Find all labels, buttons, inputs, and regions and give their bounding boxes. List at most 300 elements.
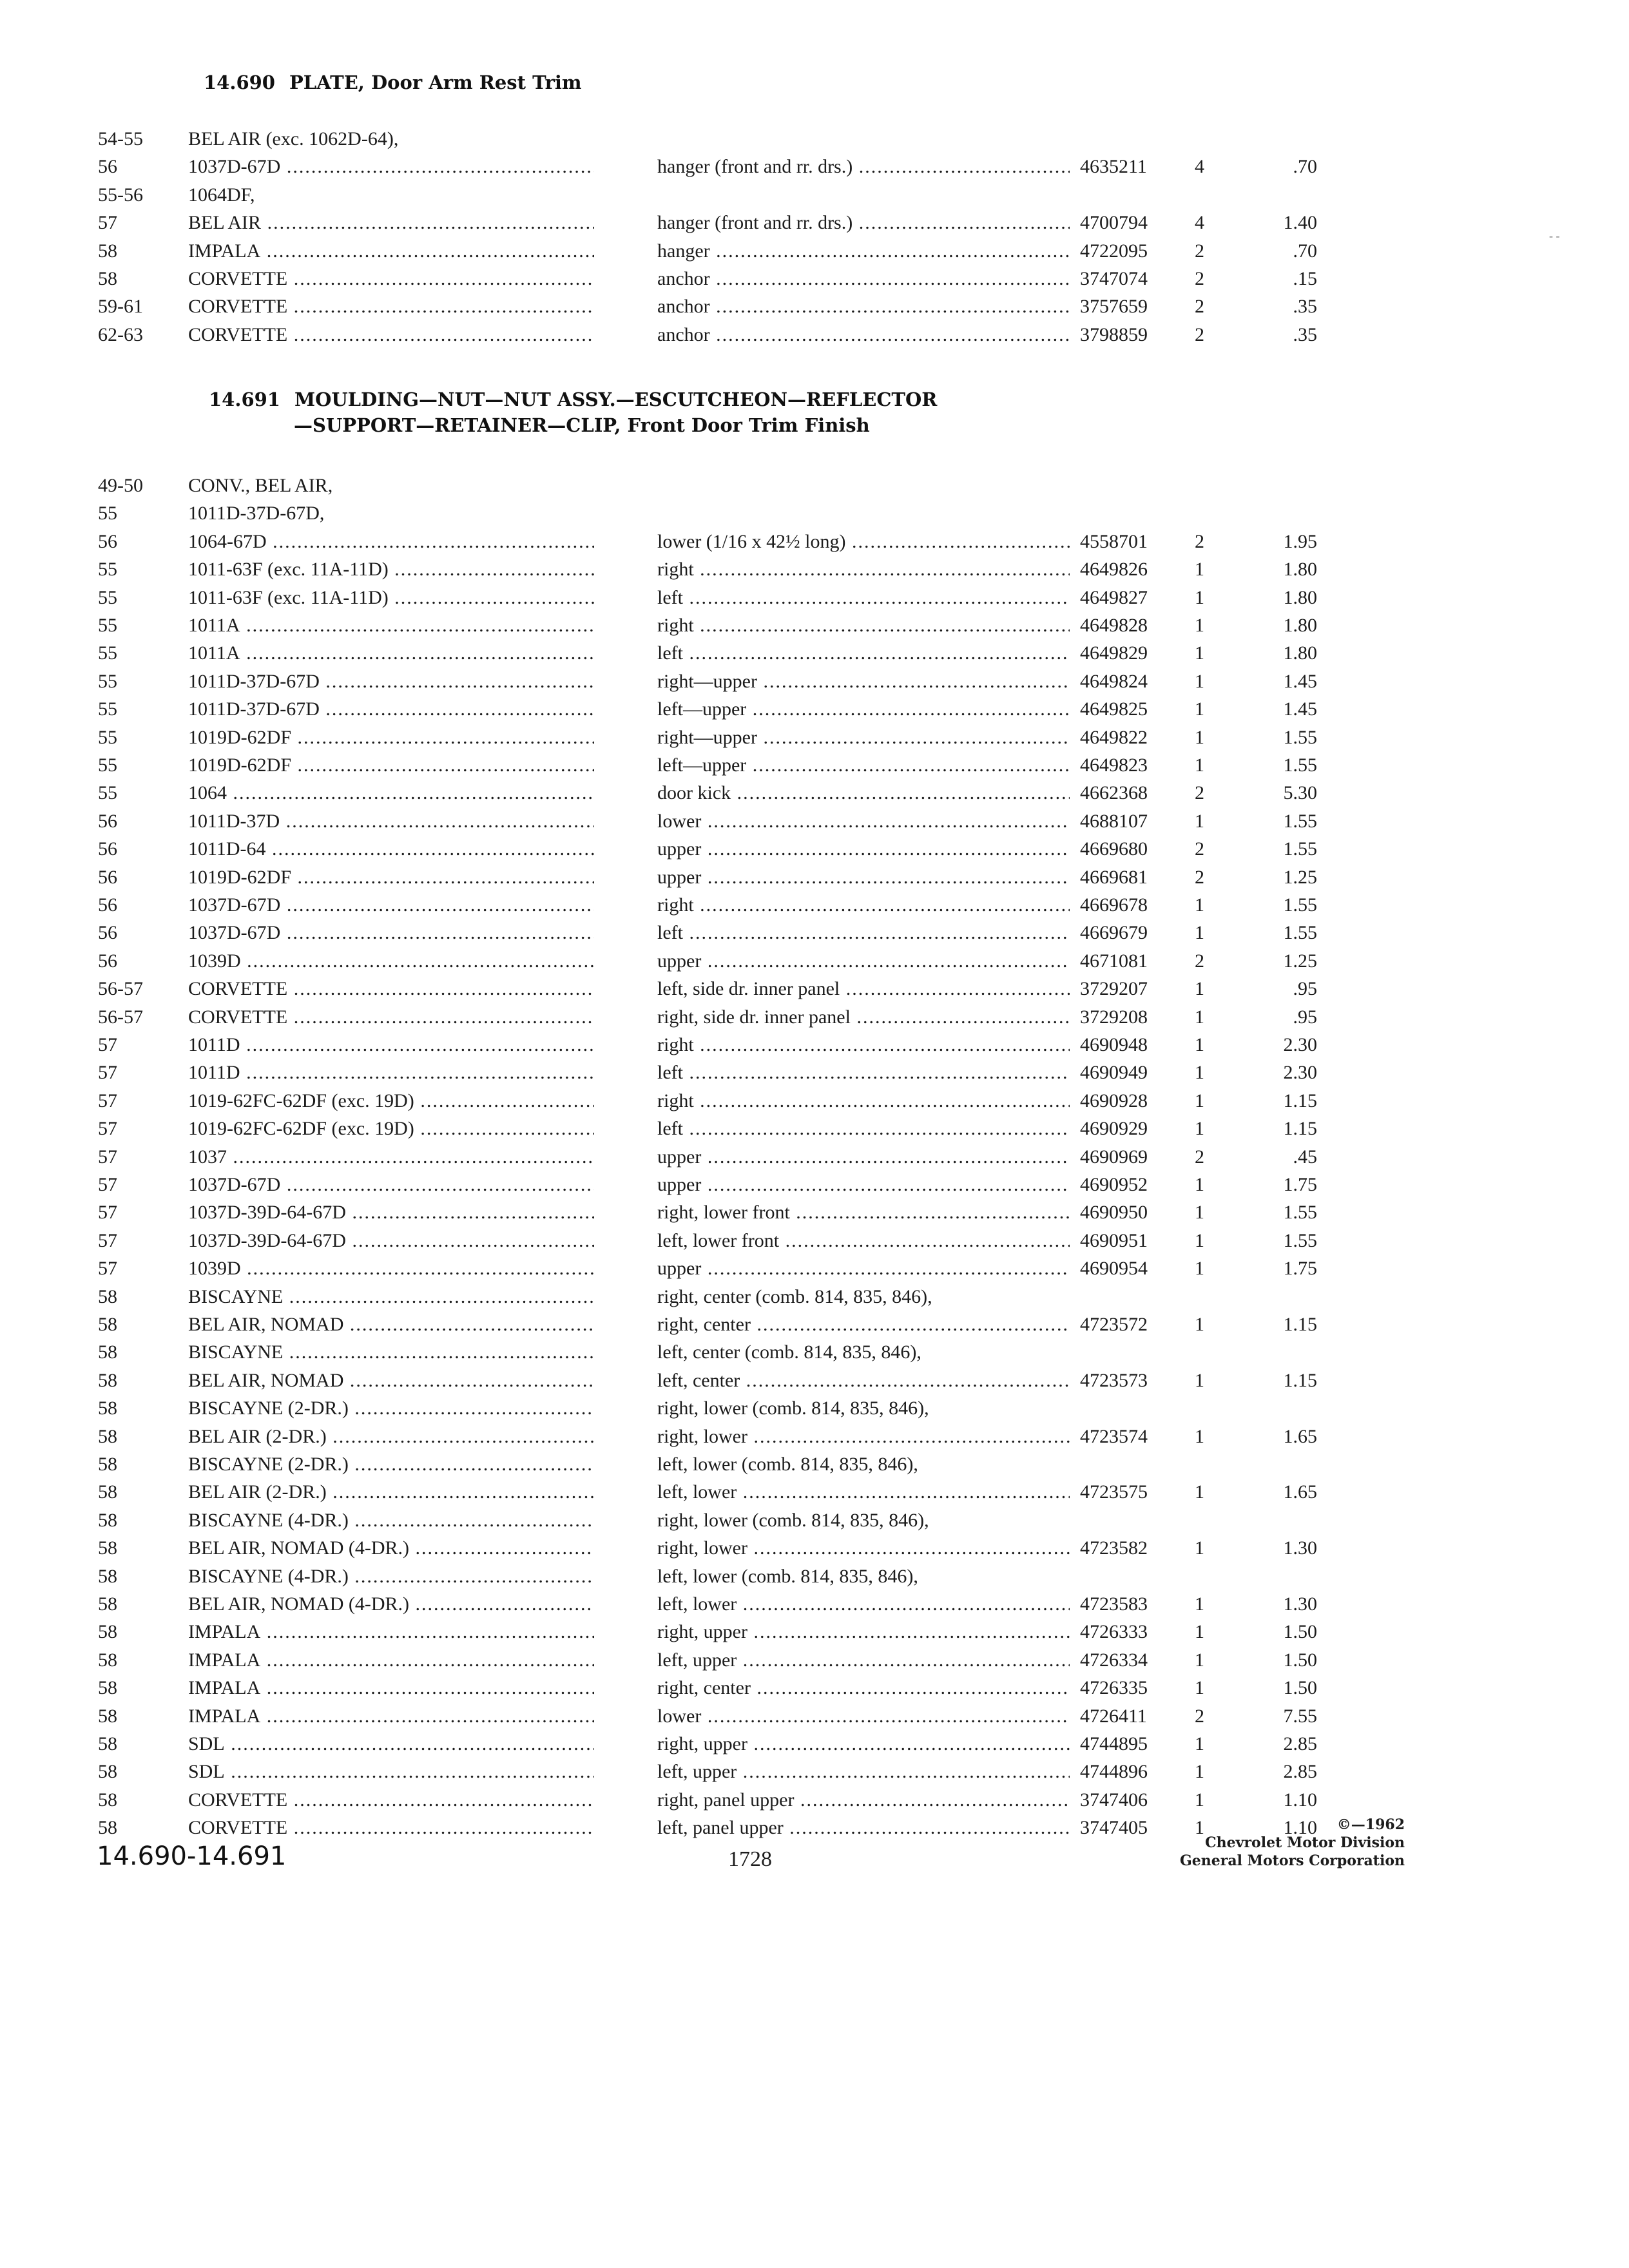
quantity: 1 [1195,1090,1204,1111]
part-description: left ..... [657,1116,1070,1142]
part-description: upper ..... [657,836,1070,862]
model-name: BEL AIR ..... [188,210,594,236]
part-description: left, center (comb. 814, 835, 846), [657,1341,921,1363]
model-name: 1011D ..... [188,1032,594,1058]
model-year: 57 [98,1062,117,1084]
quantity: 1 [1195,1229,1204,1251]
model-name: IMPALA ..... [188,1648,594,1673]
model-year: 57 [98,1258,117,1280]
part-description: right, upper ..... [657,1619,1070,1645]
table-row [0,1787,1629,1816]
price: 1.95 [1283,530,1317,552]
model-name: 1037D-67D ..... [188,892,594,918]
table-row [0,1284,1629,1312]
part-description: right, lower (comb. 814, 835, 846), [657,1398,929,1419]
table-row [0,640,1629,669]
part-description: right ..... [657,892,1070,918]
price: 1.15 [1283,1090,1317,1111]
part-number: 3729207 [1080,978,1148,1000]
part-description: left—upper ..... [657,697,1070,722]
price: 1.80 [1283,615,1317,636]
quantity: 2 [1195,530,1204,552]
quantity: 1 [1195,1062,1204,1084]
quantity: 4 [1195,156,1204,178]
table-row [0,529,1629,557]
section-title: PLATE, Door Arm Rest Trim [289,72,582,93]
part-description: left ..... [657,920,1070,946]
model-year: 57 [98,1174,117,1195]
table-row [0,322,1629,351]
part-description: anchor ..... [657,294,1070,320]
quantity: 1 [1195,922,1204,944]
model-year: 57 [98,1146,117,1168]
model-year: 55 [98,670,117,692]
model-year: 56-57 [98,1006,143,1028]
part-description: left—upper ..... [657,753,1070,778]
part-number: 4649822 [1080,726,1148,748]
model-name: 1011D ..... [188,1060,594,1086]
model-year: 58 [98,1481,117,1503]
part-number: 4723575 [1080,1481,1148,1503]
part-number: 4723574 [1080,1425,1148,1447]
quantity: 2 [1195,323,1204,345]
quantity: 2 [1195,240,1204,262]
model-year: 56 [98,894,117,916]
copyright-notice: ©—1962 [1336,1816,1405,1833]
model-name: CORVETTE ..... [188,322,594,348]
part-number: 4744896 [1080,1761,1148,1783]
model-name: IMPALA ..... [188,1619,594,1645]
model-name: CONV., BEL AIR, [188,475,333,496]
model-year: 58 [98,1369,117,1391]
table-row [0,948,1629,977]
table-row [0,1535,1629,1564]
table-row [0,976,1629,1004]
quantity: 1 [1195,894,1204,916]
table-row [0,1368,1629,1396]
model-name: 1011D-37D ..... [188,809,594,834]
quantity: 1 [1195,754,1204,776]
part-number: 3747405 [1080,1817,1148,1839]
part-number: 3747074 [1080,268,1148,289]
model-year: 58 [98,1761,117,1783]
table-row [0,1675,1629,1704]
model-year: 55 [98,503,117,524]
price: .15 [1293,268,1317,289]
price: 5.30 [1283,782,1317,804]
model-year: 58 [98,1565,117,1587]
model-name: IMPALA ..... [188,1675,594,1701]
model-name: 1019D-62DF ..... [188,865,594,890]
model-year: 57 [98,1034,117,1055]
model-year: 58 [98,1425,117,1447]
table-row [0,1116,1629,1144]
quantity: 2 [1195,1705,1204,1727]
model-year: 56 [98,866,117,888]
table-row [0,892,1629,921]
price: 1.15 [1283,1314,1317,1335]
quantity: 2 [1195,1146,1204,1168]
price: 1.40 [1283,212,1317,234]
table-row [0,1088,1629,1117]
part-number: 3729208 [1080,1006,1148,1028]
model-year: 57 [98,212,117,234]
part-number: 4649824 [1080,670,1148,692]
part-number: 4690954 [1080,1258,1148,1280]
part-description: right ..... [657,557,1070,582]
price: 1.50 [1283,1677,1317,1699]
quantity: 1 [1195,615,1204,636]
quantity: 1 [1195,698,1204,720]
part-description: left ..... [657,585,1070,611]
part-number: 4558701 [1080,530,1148,552]
model-year: 58 [98,1817,117,1839]
model-name: BEL AIR (2-DR.) ..... [188,1424,594,1450]
table-row [0,669,1629,697]
part-number: 4669681 [1080,866,1148,888]
model-name: BEL AIR, NOMAD ..... [188,1368,594,1394]
publisher-block [1134,1816,1405,1870]
price: .35 [1293,296,1317,318]
model-year: 49-50 [98,475,143,496]
price: 1.45 [1283,698,1317,720]
price: .70 [1293,240,1317,262]
part-description: right, panel upper ..... [657,1787,1070,1813]
model-name: 1011-63F (exc. 11A-11D) ..... [188,557,594,582]
part-number: 3798859 [1080,323,1148,345]
model-name: 1039D ..... [188,1256,594,1282]
model-year: 58 [98,268,117,289]
table-row [0,210,1629,238]
part-number: 4649823 [1080,754,1148,776]
table-row [0,725,1629,753]
price: 1.50 [1283,1649,1317,1671]
table-row [0,1004,1629,1033]
part-number: 4690951 [1080,1229,1148,1251]
model-year: 56 [98,922,117,944]
quantity: 1 [1195,978,1204,1000]
table-row [0,1060,1629,1088]
price: 1.55 [1283,922,1317,944]
part-description: lower (1/16 x 42½ long) ..... [657,529,1070,555]
table-row [0,1591,1629,1620]
model-year: 55 [98,615,117,636]
part-number: 4690928 [1080,1090,1148,1111]
model-name: BISCAYNE (4-DR.) ..... [188,1508,594,1533]
model-year: 58 [98,1509,117,1531]
part-description: right, lower (comb. 814, 835, 846), [657,1509,929,1531]
model-name: 1011A ..... [188,613,594,639]
part-number: 4690948 [1080,1034,1148,1055]
quantity: 2 [1195,782,1204,804]
part-number: 4669679 [1080,922,1148,944]
quantity: 1 [1195,726,1204,748]
model-name: 1037D-67D ..... [188,154,594,180]
quantity: 2 [1195,296,1204,318]
quantity: 1 [1195,1537,1204,1559]
part-description: lower ..... [657,809,1070,834]
model-name: 1037D-67D ..... [188,1172,594,1198]
price: .95 [1293,1006,1317,1028]
price: 2.30 [1283,1034,1317,1055]
price: 1.55 [1283,726,1317,748]
table-row [0,920,1629,948]
table-row [0,266,1629,294]
model-year: 59-61 [98,296,143,318]
model-name: 1011D-64 ..... [188,836,594,862]
model-name: SDL ..... [188,1759,594,1785]
quantity: 1 [1195,1369,1204,1391]
part-description: anchor ..... [657,322,1070,348]
model-year: 56 [98,810,117,832]
part-description: upper ..... [657,1172,1070,1198]
price: 1.25 [1283,950,1317,972]
quantity: 4 [1195,212,1204,234]
price: 2.85 [1283,1733,1317,1754]
table-row [0,182,1629,211]
part-description: right ..... [657,613,1070,639]
model-name: CORVETTE ..... [188,266,594,292]
price: 1.65 [1283,1481,1317,1503]
model-year: 58 [98,1677,117,1699]
section-number: 14.691 [209,389,280,410]
part-description: left ..... [657,1060,1070,1086]
model-name: BEL AIR, NOMAD (4-DR.) ..... [188,1535,594,1561]
quantity: 1 [1195,1481,1204,1503]
price: 2.85 [1283,1761,1317,1783]
quantity: 1 [1195,1006,1204,1028]
part-description: upper ..... [657,1144,1070,1170]
table-row [0,501,1629,529]
price: 1.55 [1283,754,1317,776]
model-name: 1037 ..... [188,1144,594,1170]
part-number: 4700794 [1080,212,1148,234]
price: 1.65 [1283,1425,1317,1447]
table-row [0,557,1629,585]
price: 1.10 [1283,1817,1317,1839]
price: 1.75 [1283,1258,1317,1280]
quantity: 2 [1195,838,1204,860]
table-row [0,585,1629,613]
price: 1.45 [1283,670,1317,692]
model-year: 55 [98,698,117,720]
model-name: IMPALA ..... [188,238,594,264]
part-number: 4635211 [1080,156,1147,178]
part-description: upper ..... [657,865,1070,890]
part-description: left, upper ..... [657,1759,1070,1785]
model-year: 58 [98,1537,117,1559]
quantity: 1 [1195,1118,1204,1140]
part-description: left, lower ..... [657,1479,1070,1505]
part-number: 4726411 [1080,1705,1147,1727]
price: 1.15 [1283,1118,1317,1140]
price: 1.55 [1283,810,1317,832]
price: 1.55 [1283,1202,1317,1224]
table-row [0,1032,1629,1061]
part-number: 4662368 [1080,782,1148,804]
model-name: IMPALA ..... [188,1704,594,1729]
table-row [0,753,1629,781]
model-year: 58 [98,240,117,262]
table-row [0,1619,1629,1648]
model-name: BEL AIR (2-DR.) ..... [188,1479,594,1505]
section-heading [209,387,937,438]
part-number: 4669680 [1080,838,1148,860]
model-year: 58 [98,1621,117,1643]
model-name: 1064-67D ..... [188,529,594,555]
model-year: 58 [98,1285,117,1307]
part-description: left, lower (comb. 814, 835, 846), [657,1454,918,1475]
price: 1.75 [1283,1174,1317,1195]
part-number: 4669678 [1080,894,1148,916]
model-name: CORVETTE ..... [188,1787,594,1813]
part-description: hanger (front and rr. drs.) ..... [657,154,1070,180]
model-name: 1037D-67D ..... [188,920,594,946]
table-row [0,809,1629,837]
model-name: CORVETTE ..... [188,294,594,320]
part-description: right, upper ..... [657,1731,1070,1757]
quantity: 1 [1195,586,1204,608]
model-year: 55 [98,642,117,664]
part-number: 4690949 [1080,1062,1148,1084]
part-description: right—upper ..... [657,725,1070,751]
part-description: lower ..... [657,1704,1070,1729]
part-description: hanger ..... [657,238,1070,264]
model-name: BISCAYNE ..... [188,1284,594,1310]
part-description: upper ..... [657,1256,1070,1282]
section-number: 14.690 [204,72,275,93]
table-row [0,1312,1629,1340]
price: 1.10 [1283,1789,1317,1811]
price: 1.80 [1283,559,1317,581]
part-number: 4744895 [1080,1733,1148,1754]
model-name: 1064 ..... [188,780,594,806]
part-number: 4726334 [1080,1649,1148,1671]
model-year: 55-56 [98,184,143,206]
model-year: 58 [98,1705,117,1727]
table-row [0,1648,1629,1676]
part-description: hanger (front and rr. drs.) ..... [657,210,1070,236]
model-year: 55 [98,586,117,608]
page-range: 14.690-14.691 [97,1841,287,1871]
part-description: door kick ..... [657,780,1070,806]
model-name: 1019D-62DF ..... [188,725,594,751]
model-year: 55 [98,754,117,776]
table-row [0,473,1629,501]
quantity: 2 [1195,866,1204,888]
model-year: 56-57 [98,978,143,1000]
model-name: BISCAYNE ..... [188,1340,594,1365]
table-row [0,126,1629,155]
part-number: 4671081 [1080,950,1148,972]
quantity: 1 [1195,670,1204,692]
part-number: 4688107 [1080,810,1148,832]
part-description: left, side dr. inner panel ..... [657,976,1070,1002]
model-name: 1011-63F (exc. 11A-11D) ..... [188,585,594,611]
model-year: 57 [98,1090,117,1111]
quantity: 1 [1195,1258,1204,1280]
quantity: 1 [1195,1034,1204,1055]
part-number: 4649828 [1080,615,1148,636]
part-description: right, lower front ..... [657,1200,1070,1225]
model-name: 1064DF, [188,184,255,206]
table-row [0,697,1629,725]
price: 1.55 [1283,838,1317,860]
model-name: 1019-62FC-62DF (exc. 19D) ..... [188,1088,594,1114]
part-number: 4649825 [1080,698,1148,720]
quantity: 2 [1195,950,1204,972]
part-number: 4690950 [1080,1202,1148,1224]
price: 1.55 [1283,894,1317,916]
table-row [0,836,1629,865]
price: 2.30 [1283,1062,1317,1084]
table-row [0,1228,1629,1256]
quantity: 1 [1195,1761,1204,1783]
price: 1.50 [1283,1621,1317,1643]
quantity: 1 [1195,1174,1204,1195]
part-description: left, center ..... [657,1368,1070,1394]
model-name: SDL ..... [188,1731,594,1757]
model-year: 55 [98,559,117,581]
part-description: upper ..... [657,948,1070,974]
model-name: CORVETTE ..... [188,1815,594,1841]
model-name: 1037D-39D-64-67D ..... [188,1228,594,1254]
part-number: 4690952 [1080,1174,1148,1195]
section-heading [204,70,582,95]
part-description: left, upper ..... [657,1648,1070,1673]
part-description: right, lower ..... [657,1535,1070,1561]
model-year: 57 [98,1229,117,1251]
model-year: 56 [98,838,117,860]
quantity: 1 [1195,1649,1204,1671]
quantity: 2 [1195,268,1204,289]
model-year: 58 [98,1649,117,1671]
model-name: BEL AIR, NOMAD ..... [188,1312,594,1338]
table-row [0,238,1629,267]
model-name: BISCAYNE (2-DR.) ..... [188,1396,594,1421]
quantity: 1 [1195,1677,1204,1699]
model-name: BEL AIR, NOMAD (4-DR.) ..... [188,1591,594,1617]
table-row [0,1340,1629,1368]
part-description: right, center (comb. 814, 835, 846), [657,1285,932,1307]
model-name: 1019D-62DF ..... [188,753,594,778]
model-year: 55 [98,782,117,804]
part-description: left, lower (comb. 814, 835, 846), [657,1565,918,1587]
price: 1.15 [1283,1369,1317,1391]
part-description: left, lower front ..... [657,1228,1070,1254]
part-description: right, center ..... [657,1312,1070,1338]
part-number: 4723572 [1080,1314,1148,1335]
division-name: Chevrolet Motor Division [1205,1834,1405,1851]
table-row [0,1704,1629,1732]
table-row [0,1256,1629,1284]
part-number: 4726333 [1080,1621,1148,1643]
model-year: 56 [98,530,117,552]
model-year: 54-55 [98,128,143,149]
price: 1.30 [1283,1593,1317,1615]
stray-mark: - - [1549,229,1560,242]
quantity: 1 [1195,810,1204,832]
model-name: 1011D-37D-67D ..... [188,669,594,695]
model-year: 58 [98,1398,117,1419]
part-number: 4723583 [1080,1593,1148,1615]
table-row [0,154,1629,182]
quantity: 1 [1195,642,1204,664]
section-title-continued: —SUPPORT—RETAINER—CLIP, Front Door Trim Finish [294,414,870,436]
table-row [0,1759,1629,1787]
part-number: 4723573 [1080,1369,1148,1391]
model-name: BISCAYNE (2-DR.) ..... [188,1452,594,1477]
